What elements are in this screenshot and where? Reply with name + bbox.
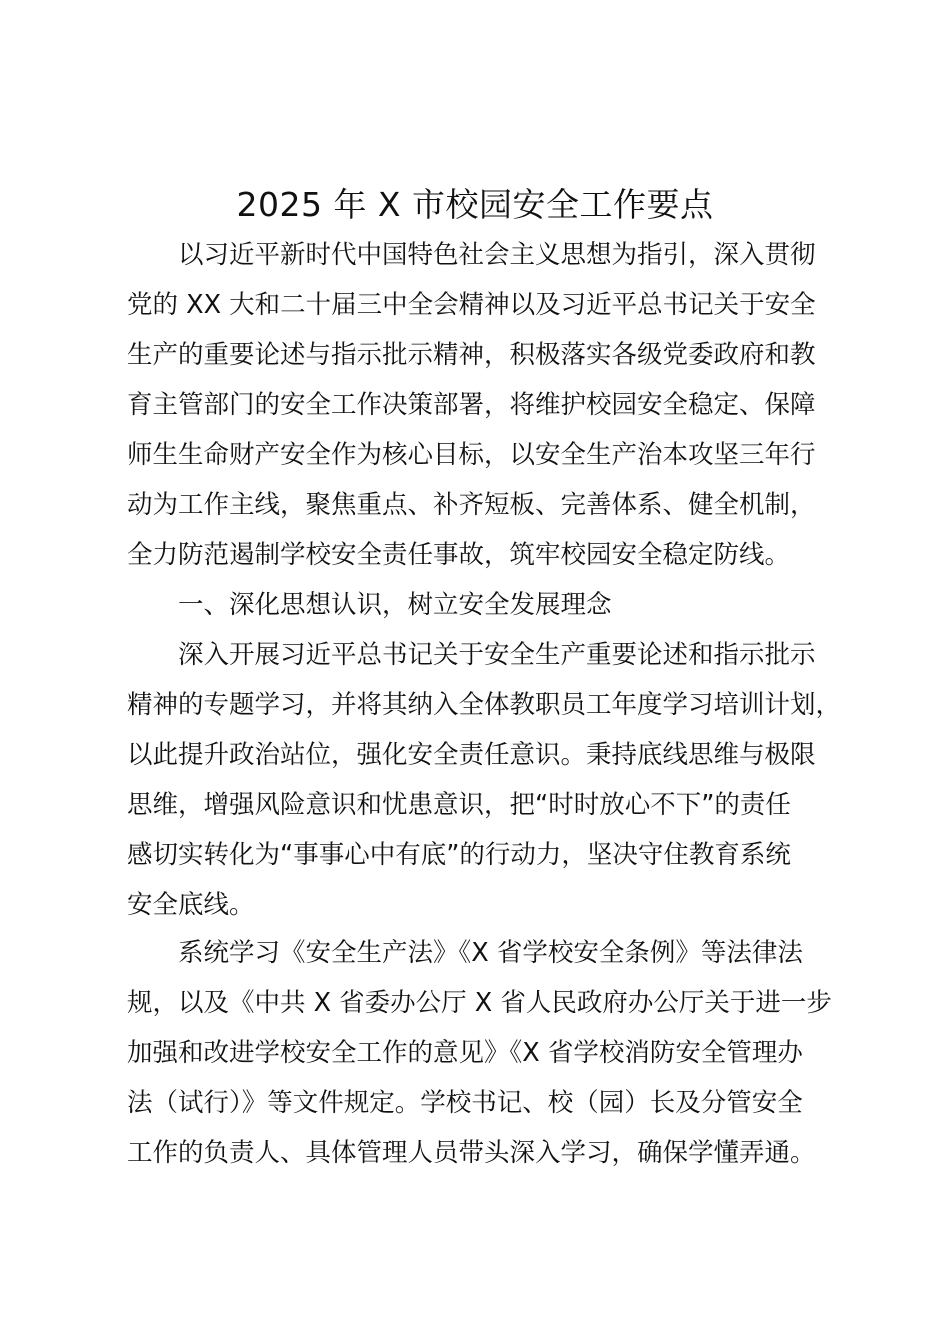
text-line: 思维，增强风险意识和忧患意识，把“时时放心不下”的责任	[127, 790, 791, 820]
paragraph-study	[127, 630, 842, 930]
page-title: 2025 年 X 市校园安全工作要点	[236, 185, 714, 224]
section-heading-text: 一、深化思想认识，树立安全发展理念	[178, 590, 612, 620]
text-line: 感切实转化为“事事心中有底”的行动力，坚决守住教育系统	[127, 840, 791, 870]
section-heading	[127, 580, 830, 630]
text-line: 党的 XX 大和二十届三中全会精神以及习近平总书记关于安全	[127, 290, 816, 320]
text-line: 系统学习《安全生产法》《X 省学校安全条例》等法律法	[178, 938, 803, 968]
text-line: 动为工作主线，聚焦重点、补齐短板、完善体系、健全机制，	[127, 490, 816, 520]
text-line: 以习近平新时代中国特色社会主义思想为指引，深入贯彻	[178, 240, 816, 270]
text-line: 加强和改进学校安全工作的意见》《X 省学校消防安全管理办	[127, 1038, 803, 1068]
text-line: 师生生命财产安全作为核心目标，以安全生产治本攻坚三年行	[127, 440, 816, 470]
paragraph-intro	[127, 230, 830, 580]
text-line: 以此提升政治站位，强化安全责任意识。秉持底线思维与极限	[127, 740, 816, 770]
text-line: 育主管部门的安全工作决策部署，将维护校园安全稳定、保障	[127, 390, 816, 420]
text-line: 工作的负责人、具体管理人员带头深入学习，确保学懂弄通。	[127, 1138, 816, 1168]
text-line: 法（试行）》等文件规定。学校书记、校（园）长及分管安全	[127, 1088, 803, 1118]
paragraph-laws	[127, 928, 830, 1178]
text-line: 精神的专题学习，并将其纳入全体教职员工年度学习培训计划，	[127, 690, 842, 720]
text-line: 安全底线。	[127, 890, 255, 920]
text-line: 深入开展习近平总书记关于安全生产重要论述和指示批示	[178, 640, 816, 670]
text-line: 生产的重要论述与指示批示精神，积极落实各级党委政府和教	[127, 340, 816, 370]
text-line: 全力防范遏制学校安全责任事故，筑牢校园安全稳定防线。	[127, 540, 791, 570]
text-line: 规，以及《中共 X 省委办公厅 X 省人民政府办公厅关于进一步	[127, 988, 832, 1018]
